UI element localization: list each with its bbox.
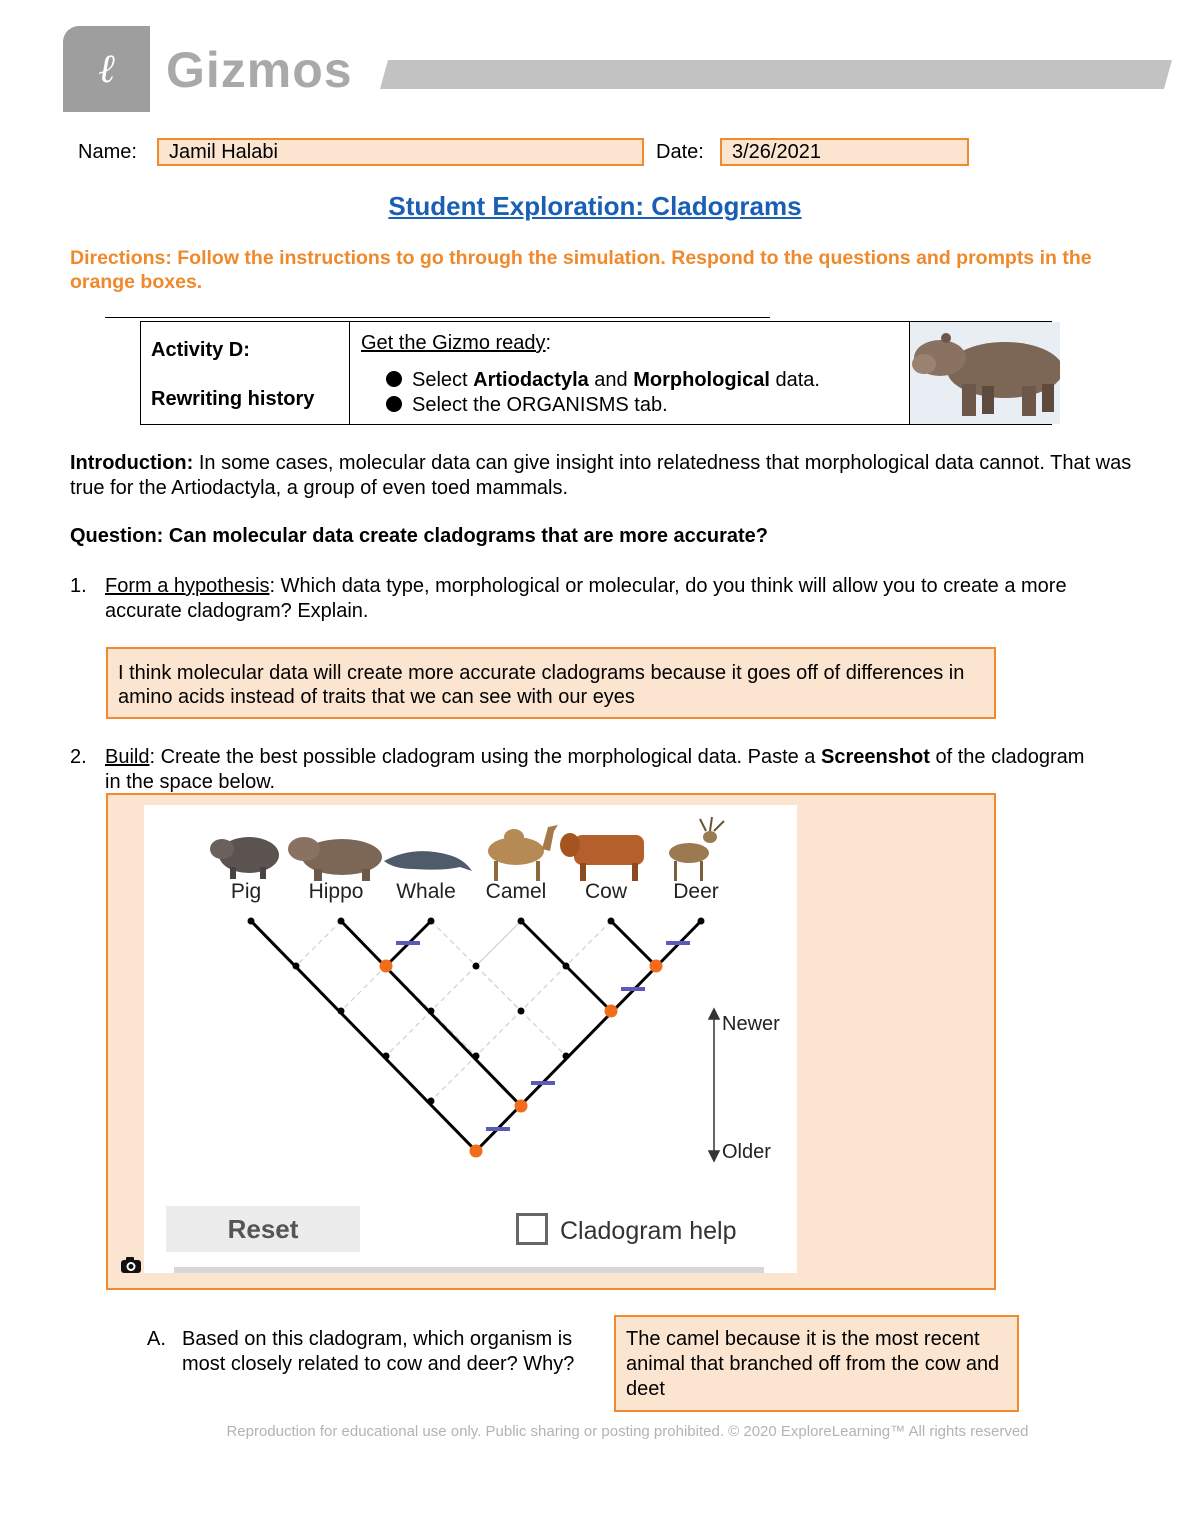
explorelearning-logo-icon: ℓ bbox=[98, 46, 115, 92]
question-2-number: 2. bbox=[70, 746, 87, 768]
question-a-answer[interactable]: The camel because it is the most recent animal that branched off from the cow and deet bbox=[614, 1315, 1019, 1412]
time-arrow bbox=[709, 1009, 719, 1161]
trait-markers bbox=[396, 943, 690, 1129]
question-a-letter: A. bbox=[147, 1328, 166, 1350]
divider bbox=[105, 317, 770, 318]
guiding-question: Question: Can molecular data create cladograms that are more accurate? bbox=[70, 525, 769, 547]
gizmo-scrollbar[interactable] bbox=[174, 1267, 764, 1273]
instruction-bullet-1: Select Artiodactyla and Morphological data. bbox=[386, 367, 820, 393]
animal-label-deer: Deer bbox=[673, 880, 719, 903]
older-label: Older bbox=[722, 1141, 771, 1163]
newer-label: Newer bbox=[722, 1013, 780, 1035]
animal-label-cow: Cow bbox=[584, 880, 627, 903]
name-field[interactable]: Jamil Halabi bbox=[157, 138, 644, 166]
bullet-icon bbox=[386, 371, 402, 387]
question-a-text: Based on this cladogram, which organism is most closely related to cow and deer? Why? bbox=[182, 1328, 575, 1375]
header-bar bbox=[380, 60, 1172, 89]
bullet-icon bbox=[386, 396, 402, 412]
cladogram-help-checkbox[interactable] bbox=[516, 1213, 548, 1245]
brand-name: Gizmos bbox=[166, 42, 353, 98]
cladogram-branches bbox=[251, 921, 701, 1151]
footer-copyright: Reproduction for educational use only. Public sharing or posting prohibited. © 2020 ExploreLearning™ All rights reserved bbox=[226, 1423, 1029, 1440]
question-2-text: Build: Create the best possible cladogram using the morphological data. Paste a Screenshot of the cladogram in the space below. bbox=[105, 746, 1085, 793]
cladogram-help-label: Cladogram help bbox=[560, 1217, 737, 1245]
camera-icon[interactable] bbox=[120, 1256, 142, 1274]
directions: Directions: Follow the instructions to go through the simulation. Respond to the questions and prompts in the orange boxes. bbox=[70, 247, 1092, 293]
introduction: Introduction: In some cases, molecular data can give insight into relatedness that morphological data cannot. That was true for the Artiodactyla, a group of even toed mammals. bbox=[70, 452, 1132, 499]
question-1-answer[interactable]: I think molecular data will create more accurate cladograms because it goes off of differences in amino acids instead of traits that we can see with our eyes bbox=[106, 647, 996, 719]
activity-title: Activity D: bbox=[151, 339, 250, 361]
divergence-nodes bbox=[380, 960, 663, 1158]
question-1-number: 1. bbox=[70, 575, 87, 597]
question-1-text: Form a hypothesis: Which data type, morphological or molecular, do you think will allow you to create a more accurate cladogram? Explain. bbox=[105, 575, 1067, 622]
cladogram-diagram bbox=[144, 805, 797, 1185]
hippo-image bbox=[910, 322, 1060, 424]
animal-label-whale: Whale bbox=[396, 880, 456, 903]
animal-label-pig: Pig bbox=[230, 880, 262, 903]
name-label: Name: bbox=[78, 141, 137, 163]
gizmo-ready-heading: Get the Gizmo ready: bbox=[361, 332, 552, 354]
date-label: Date: bbox=[656, 141, 704, 163]
activity-subtitle: Rewriting history bbox=[151, 388, 315, 410]
animal-label-hippo: Hippo bbox=[308, 880, 364, 903]
animal-label-camel: Camel bbox=[485, 880, 547, 903]
instruction-bullet-2: Select the ORGANISMS tab. bbox=[386, 392, 668, 418]
page-title: Student Exploration: Cladograms bbox=[388, 191, 802, 221]
reset-button[interactable]: Reset bbox=[166, 1206, 360, 1252]
date-field[interactable]: 3/26/2021 bbox=[720, 138, 969, 166]
